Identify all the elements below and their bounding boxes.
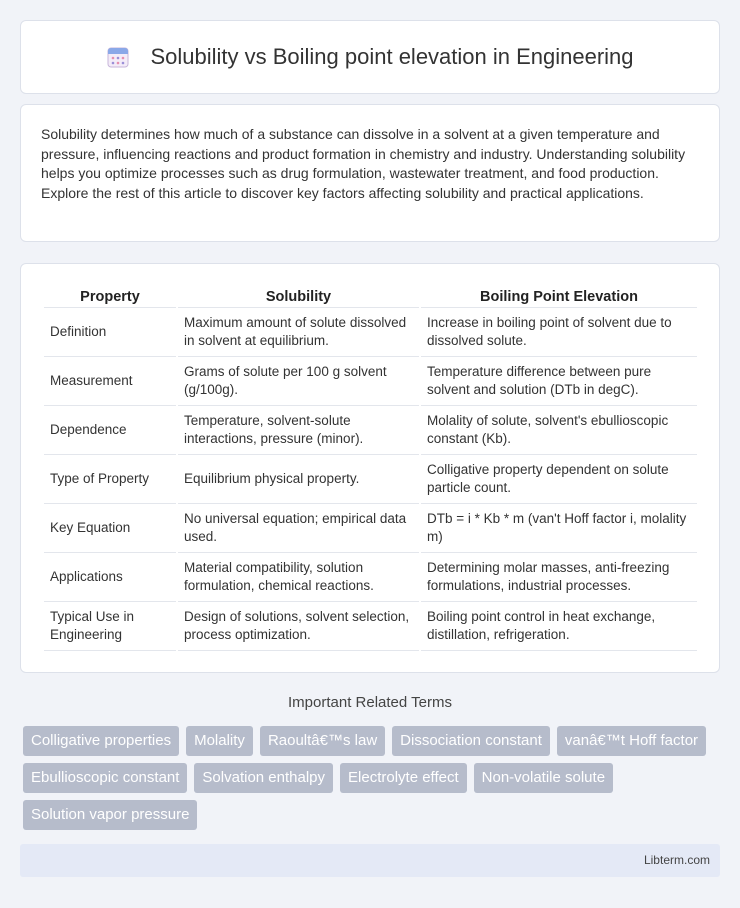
comparison-table (42, 284, 699, 651)
table-cell: No universal equation; empirical data used. (178, 504, 419, 553)
column-header: Solubility (178, 284, 419, 308)
table-cell: Definition (44, 308, 176, 357)
related-term-tag[interactable]: Dissociation constant (392, 726, 550, 756)
related-term-tag[interactable]: Colligative properties (23, 726, 179, 756)
table-cell: Temperature difference between pure solvent and solution (DTb in degC). (421, 357, 697, 406)
table-cell: Applications (44, 553, 176, 602)
table-cell: Design of solutions, solvent selection, process optimization. (178, 602, 419, 651)
table-cell: Temperature, solvent-solute interactions, pressure (minor). (178, 406, 419, 455)
related-terms-heading: Important Related Terms (288, 694, 452, 711)
table-cell: Maximum amount of solute dissolved in solvent at equilibrium. (178, 308, 419, 357)
table-cell: Equilibrium physical property. (178, 455, 419, 504)
table-cell: Colligative property dependent on solute particle count. (421, 455, 697, 504)
related-term-tag[interactable]: Electrolyte effect (340, 763, 467, 793)
table-cell: Material compatibility, solution formulation, chemical reactions. (178, 553, 419, 602)
table-row (44, 553, 697, 602)
table-row (44, 308, 697, 357)
related-term-tag[interactable]: Ebullioscopic constant (23, 763, 187, 793)
intro-text: Solubility determines how much of a substance can dissolve in a solvent at a given temperature and pressure, influencing reactions and product formation in chemistry and industry. Understanding solubility helps you optimize processes such as drug formulation, wastewater treatment, and food production. Explore the rest of this article to discover key factors affecting solubility and practical applications. (41, 126, 686, 201)
table-row (44, 357, 697, 406)
table-row (44, 406, 697, 455)
table-cell: Boiling point control in heat exchange, distillation, refrigeration. (421, 602, 697, 651)
related-term-tag[interactable]: vanâ€™t Hoff factor (557, 726, 706, 756)
related-term-tag[interactable]: Solution vapor pressure (23, 800, 197, 830)
table-header-row (44, 284, 697, 308)
footer-site-link[interactable]: Libterm.com (643, 853, 710, 867)
table-cell: Typical Use in Engineering (44, 602, 176, 651)
related-term-tag[interactable]: Raoultâ€™s law (260, 726, 385, 756)
title-card (20, 20, 720, 94)
table-cell: Type of Property (44, 455, 176, 504)
table-row (44, 504, 697, 553)
table-cell: Determining molar masses, anti-freezing formulations, industrial processes. (421, 553, 697, 602)
related-term-tag[interactable]: Non-volatile solute (474, 763, 613, 793)
related-term-tag[interactable]: Molality (186, 726, 253, 756)
column-header: Boiling Point Elevation (421, 284, 697, 308)
related-term-tag[interactable]: Solvation enthalpy (194, 763, 333, 793)
related-terms-list (23, 726, 723, 830)
table-row (44, 602, 697, 651)
table-row (44, 455, 697, 504)
column-header: Property (44, 284, 176, 308)
table-cell: Key Equation (44, 504, 176, 553)
table-cell: Increase in boiling point of solvent due to dissolved solute. (421, 308, 697, 357)
page-title: Solubility vs Boiling point elevation in Engineering (150, 44, 634, 69)
calendar-icon (106, 45, 130, 69)
comparison-table-card (20, 263, 720, 673)
table-cell: Measurement (44, 357, 176, 406)
intro-card (20, 104, 720, 242)
footer (20, 844, 720, 877)
table-cell: Dependence (44, 406, 176, 455)
table-cell: DTb = i * Kb * m (van't Hoff factor i, molality m) (421, 504, 697, 553)
table-cell: Grams of solute per 100 g solvent (g/100g). (178, 357, 419, 406)
table-cell: Molality of solute, solvent's ebullioscopic constant (Kb). (421, 406, 697, 455)
